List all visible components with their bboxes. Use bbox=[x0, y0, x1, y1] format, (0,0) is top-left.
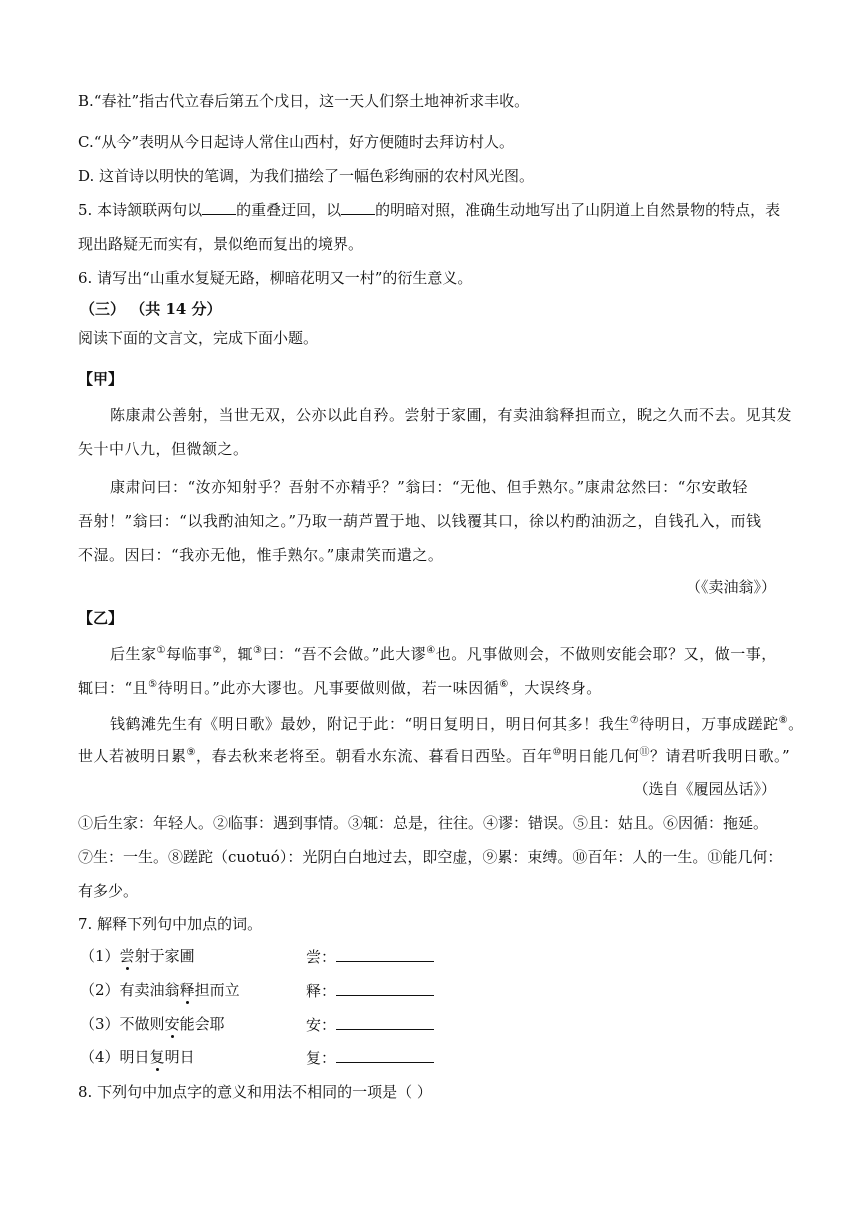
answer-line[interactable] bbox=[336, 1047, 434, 1063]
text-run: 有卖油翁 bbox=[119, 981, 180, 999]
text-run: 明日 bbox=[119, 1048, 150, 1066]
section-3-title: （三） （共 14 分） bbox=[80, 300, 222, 318]
q7-answer-4 bbox=[306, 1047, 434, 1068]
answer-line[interactable] bbox=[336, 946, 434, 962]
q5-text-1: 5. 本诗颔联两句以 bbox=[78, 201, 203, 219]
text-run: 待明日。”此亦大谬也。凡事要做则做，若一味因循 bbox=[157, 679, 500, 697]
q7-answer-3 bbox=[306, 1014, 434, 1035]
text-run: 射于家圃 bbox=[134, 947, 195, 965]
footnote-ref: ⑧ bbox=[778, 715, 789, 726]
q5-text-3: 的明暗对照，准确生动地写出了山阴道上自然景物的特点，表 bbox=[375, 201, 781, 219]
item-number: （3） bbox=[80, 1015, 120, 1033]
q7-item-1 bbox=[80, 946, 195, 966]
notes-line: 有多少。 bbox=[78, 882, 139, 900]
answer-key: 复： bbox=[306, 1049, 337, 1067]
question-8: 8. 下列句中加点字的意义和用法不相同的一项是（ ） bbox=[78, 1083, 432, 1101]
footnote-ref: ④ bbox=[426, 645, 436, 656]
text-run: 明日能几何 bbox=[561, 747, 640, 765]
footnote-ref: ⑪ bbox=[639, 747, 650, 758]
passage-jia-line: 陈康肃公善射，当世无双，公亦以此自矜。尝射于家圃，有卖油翁释担而立，睨之久而不去。见其发 bbox=[110, 406, 793, 424]
text-run: 不做则 bbox=[119, 1015, 165, 1033]
text-run: 。 bbox=[788, 715, 804, 733]
passage-yi-line bbox=[110, 644, 777, 664]
footnote-ref: ① bbox=[156, 645, 166, 656]
q5-text-2: 的重叠迂回，以 bbox=[236, 201, 342, 219]
dotted-word: 安 bbox=[164, 1015, 180, 1033]
footnote-ref: ⑨ bbox=[186, 747, 196, 758]
question-5 bbox=[78, 200, 780, 220]
text-run: ，大误终身。 bbox=[508, 679, 602, 697]
q7-item-3 bbox=[80, 1014, 225, 1034]
text-run: 世人若被明日累 bbox=[78, 747, 187, 765]
question-5-line-2: 现出路疑无而实有，景似绝而复出的境界。 bbox=[78, 235, 364, 253]
text-run: 待明日，万事成蹉跎 bbox=[639, 715, 779, 733]
q7-answer-2 bbox=[306, 980, 434, 1001]
dotted-word: 复 bbox=[149, 1048, 165, 1066]
answer-key: 释： bbox=[306, 982, 337, 1000]
text-run: 也。凡事做则会，不做则安能会耶？又，做一事， bbox=[435, 645, 777, 663]
text-run: 后生家 bbox=[110, 645, 157, 663]
item-number: （4） bbox=[80, 1048, 120, 1066]
footnote-ref: ③ bbox=[252, 645, 263, 656]
text-run: 钱鹤滩先生有《明日歌》最妙，附记于此：“明日复明日，明日何其多！我生 bbox=[110, 715, 630, 733]
answer-line[interactable] bbox=[336, 980, 434, 996]
q7-item-4 bbox=[80, 1047, 195, 1067]
passage-yi-source: （选自《履园丛话》） bbox=[633, 780, 776, 798]
question-7-title: 7. 解释下列句中加点的词。 bbox=[78, 915, 263, 933]
footnote-ref: ⑥ bbox=[499, 679, 509, 690]
text-run: 每临事 bbox=[165, 645, 213, 663]
item-number: （1） bbox=[80, 947, 120, 965]
passage-yi-label: 【乙】 bbox=[78, 609, 124, 627]
q7-answer-1 bbox=[306, 946, 434, 967]
q7-item-2 bbox=[80, 980, 240, 1000]
answer-blank-2[interactable] bbox=[341, 200, 375, 215]
footnote-ref: ⑤ bbox=[148, 679, 158, 690]
text-run: ，辄 bbox=[221, 645, 253, 663]
footnote-ref: ② bbox=[212, 645, 222, 656]
passage-yi-line bbox=[78, 746, 790, 766]
answer-key: 尝： bbox=[306, 948, 337, 966]
text-run: 能会耶 bbox=[179, 1015, 225, 1033]
footnote-ref: ⑩ bbox=[552, 747, 562, 758]
section-3-instruction: 阅读下面的文言文，完成下面小题。 bbox=[78, 329, 319, 347]
option-d: D. 这首诗以明快的笔调，为我们描绘了一幅色彩绚丽的农村风光图。 bbox=[78, 167, 535, 185]
option-b: B.“春社”指古代立春后第五个戊日，这一天人们祭土地神祈求丰收。 bbox=[78, 92, 530, 110]
text-run: 辄曰：“且 bbox=[78, 679, 149, 697]
answer-key: 安： bbox=[306, 1016, 337, 1034]
dotted-word: 尝 bbox=[119, 947, 135, 965]
notes-line: ①后生家：年轻人。②临事：遇到事情。③辄：总是，往往。④谬：错误。⑤且：姑且。⑥因循：拖延。 bbox=[78, 814, 769, 832]
text-run: 担而立 bbox=[194, 981, 240, 999]
question-6: 6. 请写出“山重水复疑无路，柳暗花明又一村”的衍生意义。 bbox=[78, 269, 473, 287]
passage-jia-line: 吾射！”翁曰：“以我酌油知之。”乃取一葫芦置于地、以钱覆其口，徐以杓酌油沥之，自钱孔入，而钱 bbox=[78, 512, 762, 530]
passage-jia-source: （《卖油翁》） bbox=[685, 578, 776, 596]
text-run: ？请君听我明日歌。” bbox=[649, 747, 791, 765]
text-run: 曰：“吾不会做。”此大谬 bbox=[262, 645, 427, 663]
footnote-ref: ⑦ bbox=[629, 715, 640, 726]
passage-yi-line bbox=[110, 714, 804, 734]
option-c: C.“从今”表明从今日起诗人常住山西村，好方便随时去拜访村人。 bbox=[78, 133, 515, 151]
passage-jia-line: 不湿。因曰：“我亦无他，惟手熟尔。”康肃笑而遣之。 bbox=[78, 546, 444, 564]
text-run: 明日 bbox=[164, 1048, 195, 1066]
passage-jia-line: 矢十中八九，但微颔之。 bbox=[78, 440, 249, 458]
dotted-word: 释 bbox=[179, 981, 195, 999]
item-number: （2） bbox=[80, 981, 120, 999]
answer-line[interactable] bbox=[336, 1014, 434, 1030]
passage-jia-label: 【甲】 bbox=[78, 370, 124, 388]
answer-blank-1[interactable] bbox=[202, 200, 236, 215]
notes-line: ⑦生：一生。⑧蹉跎（cuotuó）：光阴白白地过去，即空虚，⑨累：束缚。⑩百年：人的一生。⑪能几何： bbox=[78, 848, 783, 866]
text-run: ，春去秋来老将至。朝看水东流、暮看日西坠。百年 bbox=[195, 747, 553, 765]
passage-jia-line: 康肃问曰：“汝亦知射乎？吾射不亦精乎？”翁曰：“无他、但手熟尔。”康肃忿然曰：“尔安敢轻 bbox=[110, 478, 748, 496]
passage-yi-line bbox=[78, 678, 602, 698]
